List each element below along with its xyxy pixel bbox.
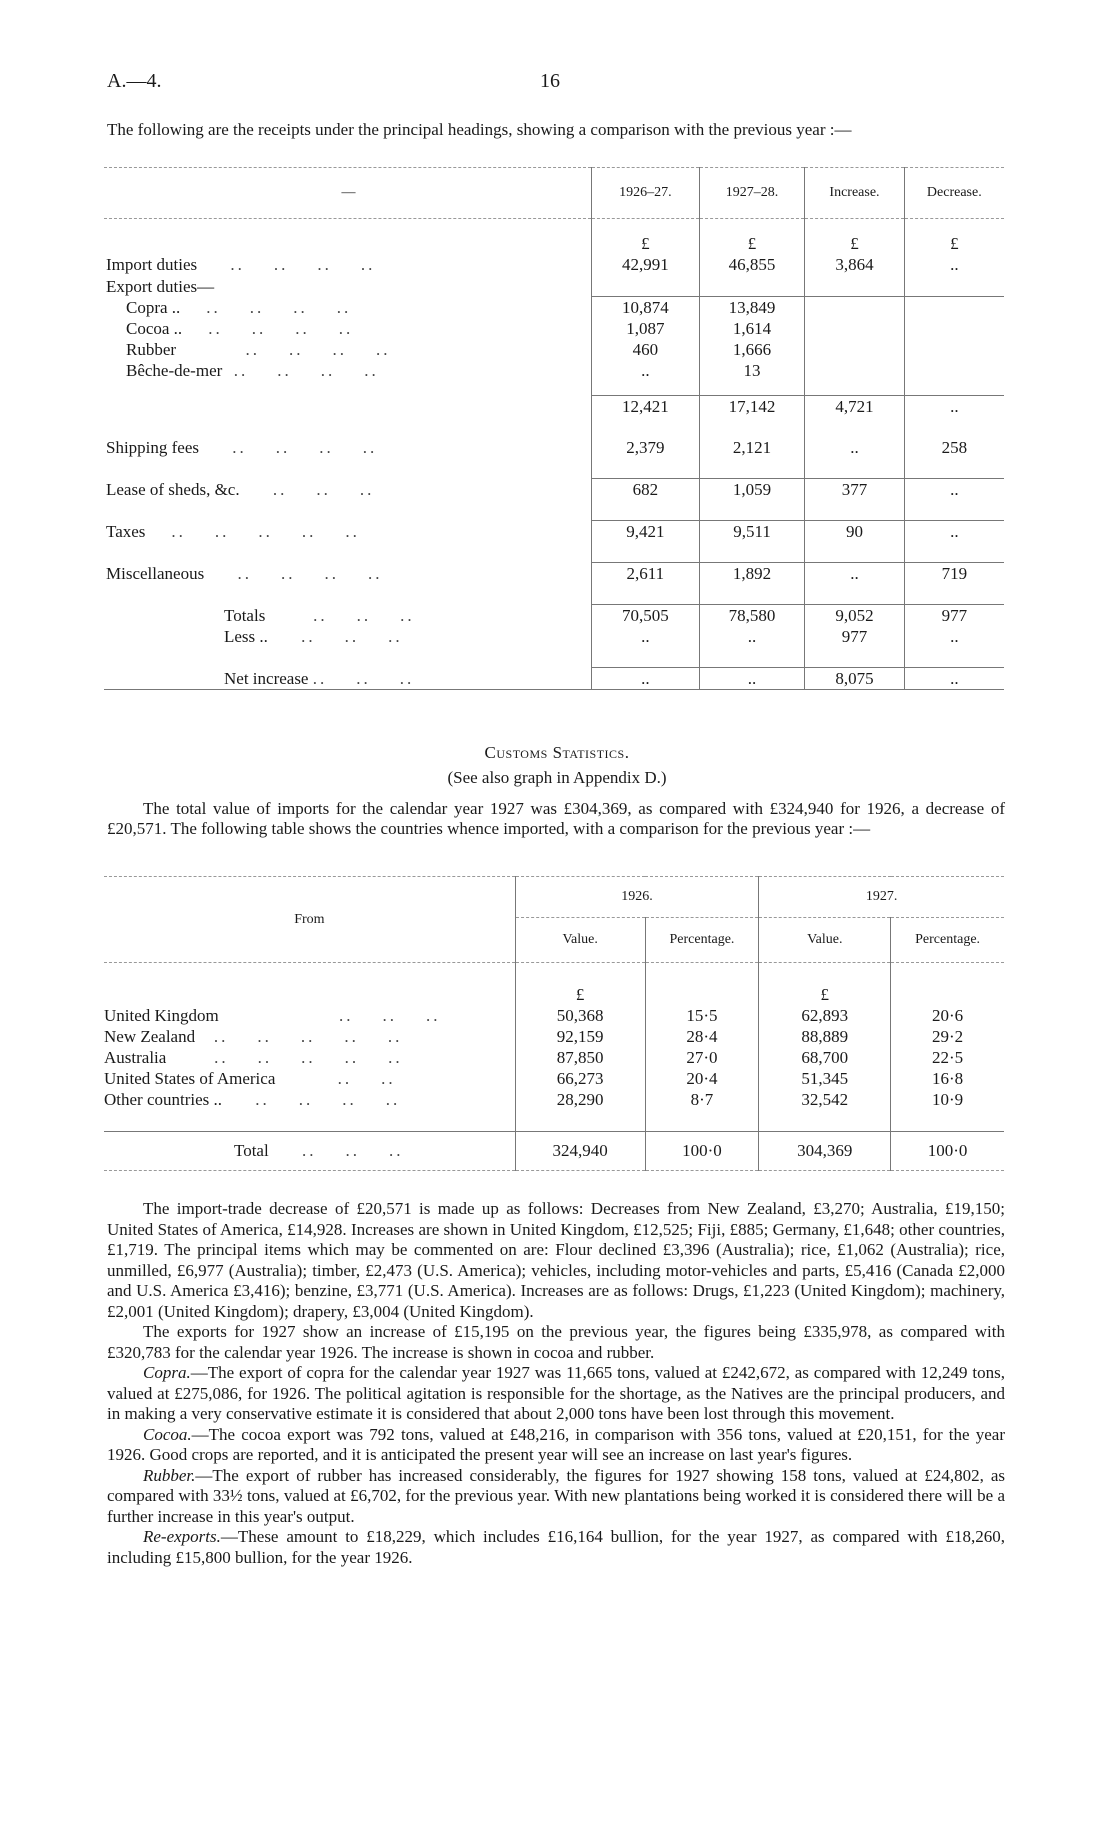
unit-row — [104, 984, 1004, 1005]
col-header-increase: Increase. — [805, 168, 904, 219]
col-header-1927: 1927. — [759, 877, 1004, 918]
cell: 1,614 — [699, 318, 805, 339]
unit-symbol: £ — [759, 984, 891, 1005]
cell: 78,580 — [699, 605, 805, 627]
cell: 20·4 — [645, 1068, 759, 1089]
col-header-1926-27: 1926–27. — [591, 168, 699, 219]
cell: 32,542 — [759, 1089, 891, 1110]
col-header-value: Value. — [515, 918, 645, 963]
cell: .. — [904, 396, 1004, 418]
cell: 324,940 — [515, 1132, 645, 1171]
table-row: United States of America .. .. 66,273 20·4 51,345 16·8 — [104, 1068, 1004, 1089]
cell: 51,345 — [759, 1068, 891, 1089]
row-label: Total — [234, 1141, 269, 1160]
country-label: United Kingdom — [104, 1006, 219, 1025]
row-label: Cocoa .. — [126, 319, 183, 338]
unit-symbol: £ — [515, 984, 645, 1005]
cell: 70,505 — [591, 605, 699, 627]
cell: 28·4 — [645, 1026, 759, 1047]
cell: 50,368 — [515, 1005, 645, 1026]
cell: 2,379 — [591, 437, 699, 458]
cell: .. — [904, 521, 1004, 543]
cell: 1,087 — [591, 318, 699, 339]
cell: 13 — [699, 360, 805, 381]
receipts-header-row — [104, 168, 1004, 219]
imports-table — [104, 876, 1004, 1171]
table-row: Import duties .. .. .. .. 42,991 46,855 3,864 .. — [104, 254, 1004, 275]
col-header-percentage: Percentage. — [891, 918, 1004, 963]
section-heading: Customs Statistics. — [484, 743, 630, 762]
cell: 22·5 — [891, 1047, 1004, 1068]
cell: .. — [699, 668, 805, 690]
cell: 682 — [591, 479, 699, 501]
row-label: Export duties— — [106, 276, 215, 296]
cell: 100·0 — [645, 1132, 759, 1171]
cell: 1,059 — [699, 479, 805, 501]
cell: 304,369 — [759, 1132, 891, 1171]
cell: 258 — [904, 437, 1004, 458]
cell: 977 — [805, 626, 904, 647]
table-row: Australia .. .. .. .. .. 87,850 27·0 68,700 22·5 — [104, 1047, 1004, 1068]
run-in-heading: Cocoa. — [143, 1424, 192, 1444]
cell: .. — [805, 563, 904, 585]
unit-symbol: £ — [591, 233, 699, 254]
receipts-header-blank: — — [104, 168, 591, 219]
table-row: Bêche-de-mer .. .. .. .. .. 13 — [104, 360, 1004, 381]
col-header-from: From — [104, 877, 515, 963]
table-row: New Zealand .. .. .. .. .. 92,159 28·4 88,889 29·2 — [104, 1026, 1004, 1047]
cell: 1,892 — [699, 563, 805, 585]
table-row — [104, 396, 1004, 418]
cell: 88,889 — [759, 1026, 891, 1047]
cell: .. — [591, 360, 699, 381]
country-label: Australia — [104, 1048, 167, 1067]
cell: 27·0 — [645, 1047, 759, 1068]
cell: 12,421 — [591, 396, 699, 418]
page-number: 16 — [540, 70, 560, 92]
cell: 15·5 — [645, 1005, 759, 1026]
paragraph-copra — [107, 1363, 1005, 1425]
customs-intro: The total value of imports for the calendar year 1927 was £304,369, as compared with £324,940 for 1926, a decrease of £20,571. The following table shows the countries whence imported, with a comparison for the previous year :— — [107, 799, 1005, 838]
cell: 8,075 — [805, 668, 904, 690]
paragraph-text: —The cocoa export was 792 tons, valued at £48,216, in comparison with 356 tons, valued at £20,151, for the year 1926. Good crops are reported, and it is anticipated the present year will see an increase on last year's figures. — [107, 1424, 1005, 1464]
row-label: Lease of sheds, &c. — [106, 480, 240, 499]
net-increase-row: Net increase .. .. .. .. .. 8,075 .. — [104, 668, 1004, 690]
cell: 4,721 — [805, 396, 904, 418]
row-label: Import duties — [106, 255, 198, 274]
receipts-intro: The following are the receipts under the principal headings, showing a comparison with the previous year :— — [107, 120, 852, 139]
row-label: Shipping fees — [106, 438, 200, 457]
cell: 20·6 — [891, 1005, 1004, 1026]
cell: .. — [904, 668, 1004, 690]
cell: .. — [805, 437, 904, 458]
imports-total-row: Total .. .. .. 324,940 100·0 304,369 100·0 — [104, 1132, 1004, 1171]
cell: 68,700 — [759, 1047, 891, 1068]
cell: .. — [699, 626, 805, 647]
row-label: Less .. — [224, 627, 268, 646]
cell: 2,611 — [591, 563, 699, 585]
paragraph-cocoa — [107, 1425, 1005, 1466]
cell: 46,855 — [699, 254, 805, 275]
cell: 28,290 — [515, 1089, 645, 1110]
run-in-heading: Copra. — [143, 1363, 191, 1382]
cell: .. — [904, 479, 1004, 501]
table-row: Other countries .. .. .. .. .. 28,290 8·7 32,542 10·9 — [104, 1089, 1004, 1110]
cell: 10,874 — [591, 297, 699, 319]
cell: .. — [904, 626, 1004, 647]
country-label: United States of America — [104, 1069, 276, 1088]
cell: 17,142 — [699, 396, 805, 418]
row-label: Miscellaneous — [106, 564, 205, 583]
paragraph-rubber — [107, 1466, 1005, 1528]
table-row: Rubber .. .. .. .. 460 1,666 — [104, 339, 1004, 360]
table-row: United Kingdom .. .. .. 50,368 15·5 62,893 20·6 — [104, 1005, 1004, 1026]
unit-symbol: £ — [904, 233, 1004, 254]
cell: 377 — [805, 479, 904, 501]
country-label: Other countries .. — [104, 1090, 223, 1109]
cell: .. — [591, 626, 699, 647]
cell: 16·8 — [891, 1068, 1004, 1089]
cell: 42,991 — [591, 254, 699, 275]
row-label: Taxes — [106, 522, 146, 541]
table-row: Copra .. .. .. .. .. 10,874 13,849 — [104, 297, 1004, 319]
row-label: Rubber — [126, 340, 177, 359]
paragraph-re-exports — [107, 1527, 1005, 1568]
table-row — [104, 275, 1004, 297]
table-row: Shipping fees .. .. .. .. 2,379 2,121 .. 258 — [104, 437, 1004, 458]
col-header-decrease: Decrease. — [904, 168, 1004, 219]
cell: 100·0 — [891, 1132, 1004, 1171]
run-in-heading: Rubber. — [143, 1465, 196, 1485]
row-label: Net increase — [224, 669, 309, 688]
cell: 66,273 — [515, 1068, 645, 1089]
document-reference: A.—4. — [107, 70, 162, 92]
paragraph-import-trade: The import-trade decrease of £20,571 is made up as follows: Decreases from New Zealand, £3,270; Australia, £19,150; United States of America, £14,928. Increases are shown in United Kingdom, £12,525; Fiji, £885; Germany, £1,648; other countries, £1,719. The principal items which may be commented on are: Flour declined £3,396 (Australia); rice, £1,062 (Australia); rice, unmilled, £6,977 (Australia); timber, £2,473 (U.S. America); vehicles, including motor-vehicles and parts, £5,416 (Canada £2,000 and U.S. America £3,416); benzine, £3,771 (U.S. America). Increases are as follows: Drugs, £1,223 (United Kingdom); machinery, £2,001 (United Kingdom); drapery, £3,004 (United Kingdom). — [107, 1199, 1005, 1321]
receipts-table — [104, 167, 1004, 690]
col-header-percentage: Percentage. — [645, 918, 759, 963]
paragraph-exports: The exports for 1927 show an increase of £15,195 on the previous year, the figures being £335,978, as compared with £320,783 for the calendar year 1926. The increase is shown in cocoa and rubber. — [107, 1322, 1005, 1362]
col-header-1926: 1926. — [515, 877, 759, 918]
run-in-heading: Re-exports. — [143, 1527, 221, 1546]
unit-symbol: £ — [699, 233, 805, 254]
table-row: Taxes .. .. .. .. .. 9,421 9,511 90 .. — [104, 521, 1004, 543]
unit-symbol: £ — [805, 233, 904, 254]
cell: 460 — [591, 339, 699, 360]
cell: .. — [904, 254, 1004, 275]
col-header-value: Value. — [759, 918, 891, 963]
cell: 8·7 — [645, 1089, 759, 1110]
table-row: Cocoa .. .. .. .. .. 1,087 1,614 — [104, 318, 1004, 339]
cell: 1,666 — [699, 339, 805, 360]
paragraph-text: —The export of copra for the calendar year 1927 was 11,665 tons, valued at £242,672, as compared with 12,249 tons, valued at £275,086, for 1926. The political agitation is responsible for the shortage, as the Natives are the principal producers, and in making a very conservative estimate it is considered that about 2,000 tons have been lost through this movement. — [107, 1363, 1005, 1423]
less-row: Less .. .. .. .. .. .. 977 .. — [104, 626, 1004, 647]
cell: 9,052 — [805, 605, 904, 627]
totals-row: Totals .. .. .. 70,505 78,580 9,052 977 — [104, 605, 1004, 627]
paragraph-text: —The export of rubber has increased considerably, the figures for 1927 showing 158 tons, valued at £24,802, as compared with 33½ tons, valued at £6,702, for the previous year. With new plantations being worked it is considered there will be a further increase in this year's output. — [107, 1465, 1005, 1526]
row-label: Bêche-de-mer — [126, 361, 223, 380]
cell: 92,159 — [515, 1026, 645, 1047]
cell: 10·9 — [891, 1089, 1004, 1110]
unit-row — [104, 233, 1004, 254]
cell: .. — [591, 668, 699, 690]
paragraph-text: —These amount to £18,229, which includes £16,164 bullion, for the year 1927, as compared with £18,260, including £15,800 bullion, for the year 1926. — [107, 1527, 1005, 1567]
cell: 3,864 — [805, 254, 904, 275]
row-label: Copra .. — [126, 298, 181, 317]
cell: 87,850 — [515, 1047, 645, 1068]
cell: 2,121 — [699, 437, 805, 458]
country-label: New Zealand — [104, 1027, 196, 1046]
cell: 29·2 — [891, 1026, 1004, 1047]
body-text — [107, 1199, 1005, 1568]
table-row: Miscellaneous .. .. .. .. 2,611 1,892 .. 719 — [104, 563, 1004, 585]
table-row: Lease of sheds, &c. .. .. .. 682 1,059 377 .. — [104, 479, 1004, 501]
section-subheading: (See also graph in Appendix D.) — [447, 768, 667, 787]
cell: 90 — [805, 521, 904, 543]
row-label: Totals — [224, 606, 266, 625]
col-header-1927-28: 1927–28. — [699, 168, 805, 219]
cell: 977 — [904, 605, 1004, 627]
cell: 9,421 — [591, 521, 699, 543]
cell: 9,511 — [699, 521, 805, 543]
imports-header-row — [104, 877, 1004, 918]
cell: 719 — [904, 563, 1004, 585]
cell: 13,849 — [699, 297, 805, 319]
cell: 62,893 — [759, 1005, 891, 1026]
